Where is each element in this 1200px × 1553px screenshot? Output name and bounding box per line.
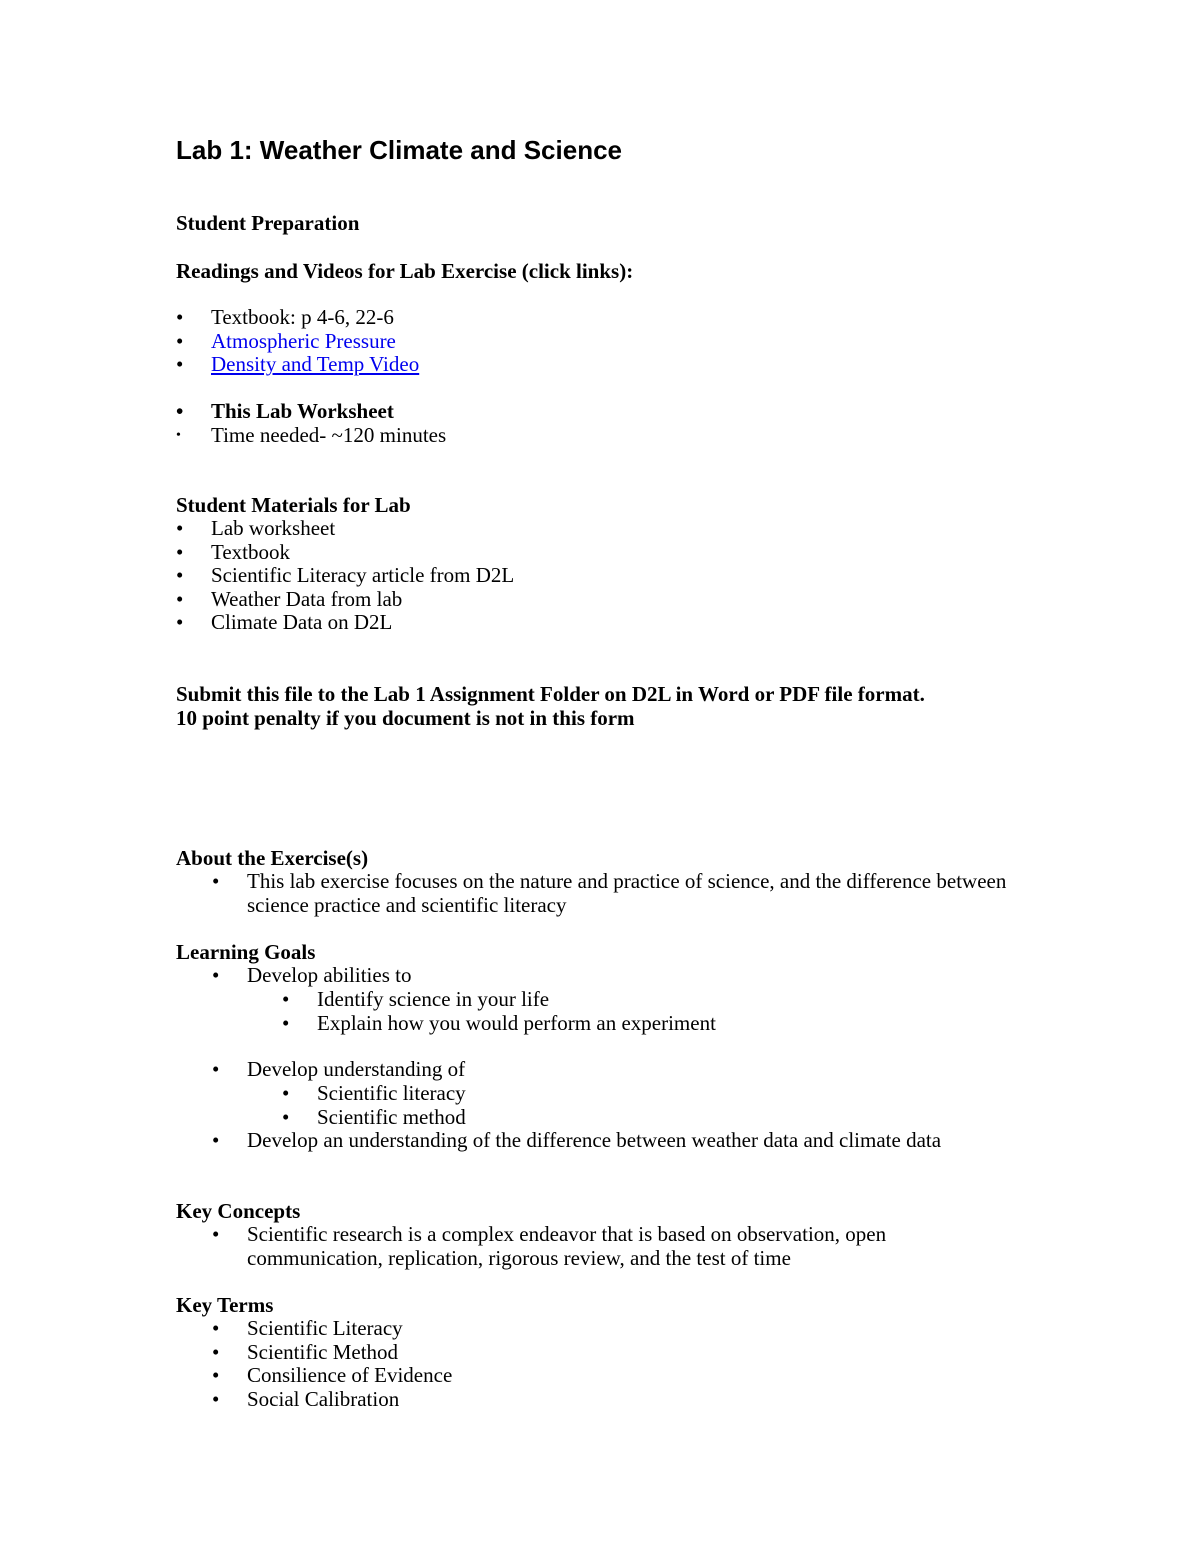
key-concepts-list <box>212 1223 982 1270</box>
list-item <box>176 541 514 565</box>
list-item <box>212 1223 982 1270</box>
bullet: • <box>212 1128 220 1152</box>
key-term: Scientific Method <box>247 1339 399 1364</box>
list-item <box>176 588 514 612</box>
bullet: • <box>212 1363 220 1387</box>
material-item: Textbook <box>211 539 291 564</box>
bullet: • <box>176 305 184 329</box>
time-needed: Time needed- ~120 minutes <box>211 422 447 447</box>
key-concept-text: Scientific research is a complex endeavor that is based on observation, open communication, replication, rigorous review, and the test of time <box>247 1222 887 1270</box>
key-terms-list <box>212 1317 452 1411</box>
list-item <box>282 1012 716 1036</box>
learning-goals-heading: Learning Goals <box>176 940 316 964</box>
key-term: Social Calibration <box>247 1386 400 1411</box>
bullet: • <box>282 1081 290 1105</box>
goal-item: Develop understanding of <box>247 1057 466 1081</box>
goal-subitem: Identify science in your life <box>317 987 550 1011</box>
page-title: Lab 1: Weather Climate and Science <box>176 135 622 165</box>
list-item <box>176 306 419 330</box>
list-item <box>212 1364 452 1388</box>
bullet: • <box>176 352 184 376</box>
submit-notice <box>176 682 925 730</box>
materials-heading: Student Materials for Lab <box>176 493 411 517</box>
student-preparation-heading: Student Preparation <box>176 211 360 235</box>
worksheet-list <box>176 400 446 447</box>
bullet: • <box>282 1104 290 1129</box>
about-text: This lab exercise focuses on the nature and practice of science, and the difference between science practice and scientific literacy <box>247 869 1007 917</box>
list-item <box>176 517 514 541</box>
bullet: • <box>282 1010 290 1035</box>
bullet: • <box>212 963 220 987</box>
goal-subitem: Explain how you would perform an experiment <box>317 1010 716 1035</box>
list-item <box>212 1129 972 1153</box>
bullet: • <box>212 1339 220 1364</box>
learning-goals-list-b <box>212 1058 1022 1082</box>
material-item: Scientific Literacy article from D2L <box>211 563 515 587</box>
materials-list <box>176 517 514 635</box>
readings-list <box>176 306 419 377</box>
goal-subitem: Scientific method <box>317 1104 466 1129</box>
list-item <box>212 1388 452 1412</box>
list-item <box>212 1317 452 1341</box>
list-item <box>212 964 1022 988</box>
list-item <box>282 1106 466 1130</box>
about-list <box>212 870 1022 917</box>
list-item <box>176 424 446 448</box>
key-term: Scientific Literacy <box>247 1316 403 1340</box>
bullet: • <box>282 987 290 1011</box>
readings-heading: Readings and Videos for Lab Exercise (click links): <box>176 259 634 283</box>
key-concepts-heading: Key Concepts <box>176 1199 301 1223</box>
penalty-notice-line: 10 point penalty if you document is not in this form <box>176 706 635 730</box>
bullet: • <box>176 427 181 443</box>
bullet: • <box>176 539 184 564</box>
list-item <box>176 611 514 635</box>
material-item: Climate Data on D2L <box>211 610 393 634</box>
material-item: Lab worksheet <box>211 516 336 540</box>
material-item: Weather Data from lab <box>211 586 403 611</box>
worksheet-label: This Lab Worksheet <box>211 399 394 423</box>
about-heading: About the Exercise(s) <box>176 846 369 870</box>
density-temp-video-link[interactable]: Density and Temp Video <box>211 352 420 376</box>
goal-subitem: Scientific literacy <box>317 1081 466 1105</box>
bullet: • <box>176 610 184 634</box>
learning-goals-sublist-a <box>282 988 716 1035</box>
bullet: • <box>212 1316 220 1340</box>
key-term: Consilience of Evidence <box>247 1363 453 1387</box>
bullet: • <box>176 328 184 353</box>
bullet: • <box>212 1222 220 1246</box>
reading-textbook: Textbook: p 4-6, 22-6 <box>211 305 394 329</box>
bullet: • <box>176 586 184 611</box>
bullet: • <box>176 516 184 540</box>
learning-goals-list-c <box>212 1129 972 1153</box>
submit-notice-line: Submit this file to the Lab 1 Assignment Folder on D2L in Word or PDF file format. <box>176 682 925 706</box>
list-item <box>212 1058 1022 1082</box>
bullet: • <box>176 399 184 423</box>
bullet: • <box>212 1057 220 1081</box>
learning-goals-sublist-b <box>282 1082 466 1129</box>
goal-item: Develop abilities to <box>247 963 412 987</box>
list-item <box>176 400 446 424</box>
list-item <box>212 1341 452 1365</box>
bullet: • <box>212 869 220 893</box>
list-item <box>176 353 419 377</box>
atmospheric-pressure-link[interactable]: Atmospheric Pressure <box>211 328 396 353</box>
learning-goals-list-a <box>212 964 1022 988</box>
key-terms-heading: Key Terms <box>176 1293 274 1317</box>
list-item <box>176 564 514 588</box>
list-item <box>176 330 419 354</box>
list-item <box>212 870 1022 917</box>
goal-item: Develop an understanding of the difference between weather data and climate data <box>247 1128 942 1152</box>
bullet: • <box>176 563 184 587</box>
list-item <box>282 988 716 1012</box>
list-item <box>282 1082 466 1106</box>
bullet: • <box>212 1386 220 1411</box>
